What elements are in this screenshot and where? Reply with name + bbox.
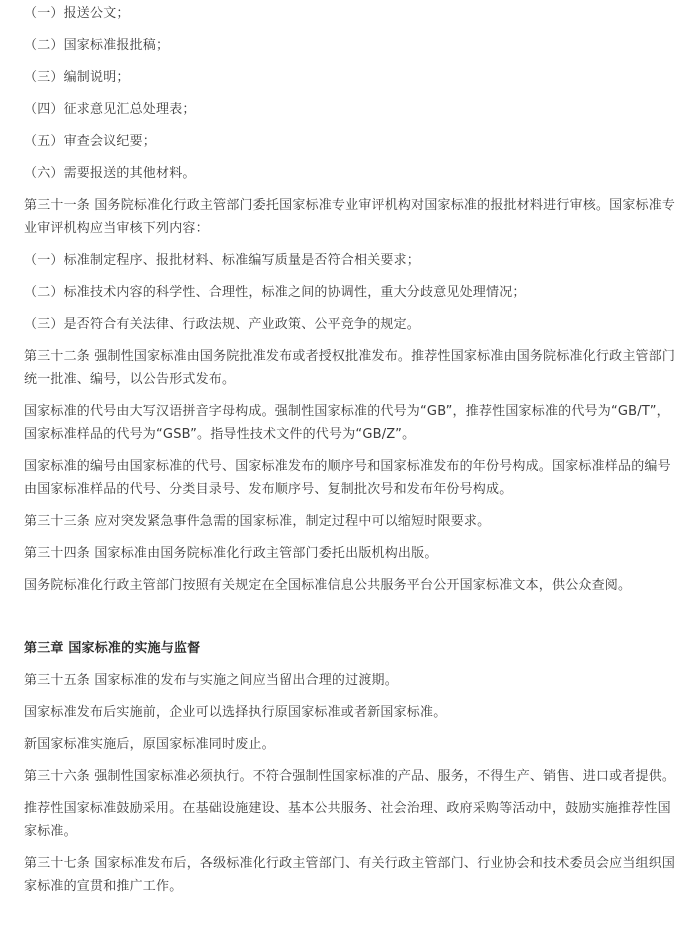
article-32: 第三十二条 强制性国家标准由国务院批准发布或者授权批准发布。推荐性国家标准由国务院标准化行政主管部门统一批准、编号，以公告形式发布。: [24, 349, 676, 387]
document-body: [0, 2, 699, 930]
paragraph: 国家标准的代号由大写汉语拼音字母构成。强制性国家标准的代号为“GB”，推荐性国家标准的代号为“GB/T”，国家标准样品的代号为“GSB”。指导性技术文件的代号为“GB/Z”。: [24, 404, 670, 442]
article-37: 第三十七条 国家标准发布后，各级标准化行政主管部门、有关行政主管部门、行业协会和技术委员会应当组织国家标准的宣贯和推广工作。: [24, 856, 676, 894]
list-item: （三）编制说明；: [24, 70, 130, 85]
list-item: （二）国家标准报批稿；: [24, 38, 170, 53]
article-31: 第三十一条 国务院标准化行政主管部门委托国家标准专业审评机构对国家标准的报批材料进行审核。国家标准专业审评机构应当审核下列内容：: [24, 198, 676, 236]
article-36: 第三十六条 强制性国家标准必须执行。不符合强制性国家标准的产品、服务，不得生产、销售、进口或者提供。: [24, 769, 676, 784]
paragraph: 国务院标准化行政主管部门按照有关规定在全国标准信息公共服务平台公开国家标准文本，供公众查阅。: [24, 578, 632, 593]
paragraph: 新国家标准实施后，原国家标准同时废止。: [24, 737, 275, 752]
list-item: （三）是否符合有关法律、行政法规、产业政策、公平竞争的规定。: [24, 317, 421, 332]
chapter-heading: 第三章 国家标准的实施与监督: [24, 641, 201, 656]
list-item: （二）标准技术内容的科学性、合理性，标准之间的协调性，重大分歧意见处理情况；: [24, 285, 526, 300]
list-item: （五）审查会议纪要；: [24, 134, 157, 149]
list-item: （六）需要报送的其他材料。: [24, 166, 196, 181]
article-33: 第三十三条 应对突发紧急事件急需的国家标准，制定过程中可以缩短时限要求。: [24, 514, 491, 529]
paragraph: 国家标准发布后实施前，企业可以选择执行原国家标准或者新国家标准。: [24, 705, 447, 720]
list-item: （一）报送公文；: [24, 6, 130, 21]
paragraph: 推荐性国家标准鼓励采用。在基础设施建设、基本公共服务、社会治理、政府采购等活动中，鼓励实施推荐性国家标准。: [24, 801, 671, 839]
list-item: （一）标准制定程序、报批材料、标准编写质量是否符合相关要求；: [24, 253, 421, 268]
list-item: （四）征求意见汇总处理表；: [24, 102, 196, 117]
paragraph: 国家标准的编号由国家标准的代号、国家标准发布的顺序号和国家标准发布的年份号构成。国家标准样品的编号由国家标准样品的代号、分类目录号、发布顺序号、复制批次号和发布年份号构成。: [24, 459, 671, 497]
article-35: 第三十五条 国家标准的发布与实施之间应当留出合理的过渡期。: [24, 673, 398, 688]
article-34: 第三十四条 国家标准由国务院标准化行政主管部门委托出版机构出版。: [24, 546, 438, 561]
